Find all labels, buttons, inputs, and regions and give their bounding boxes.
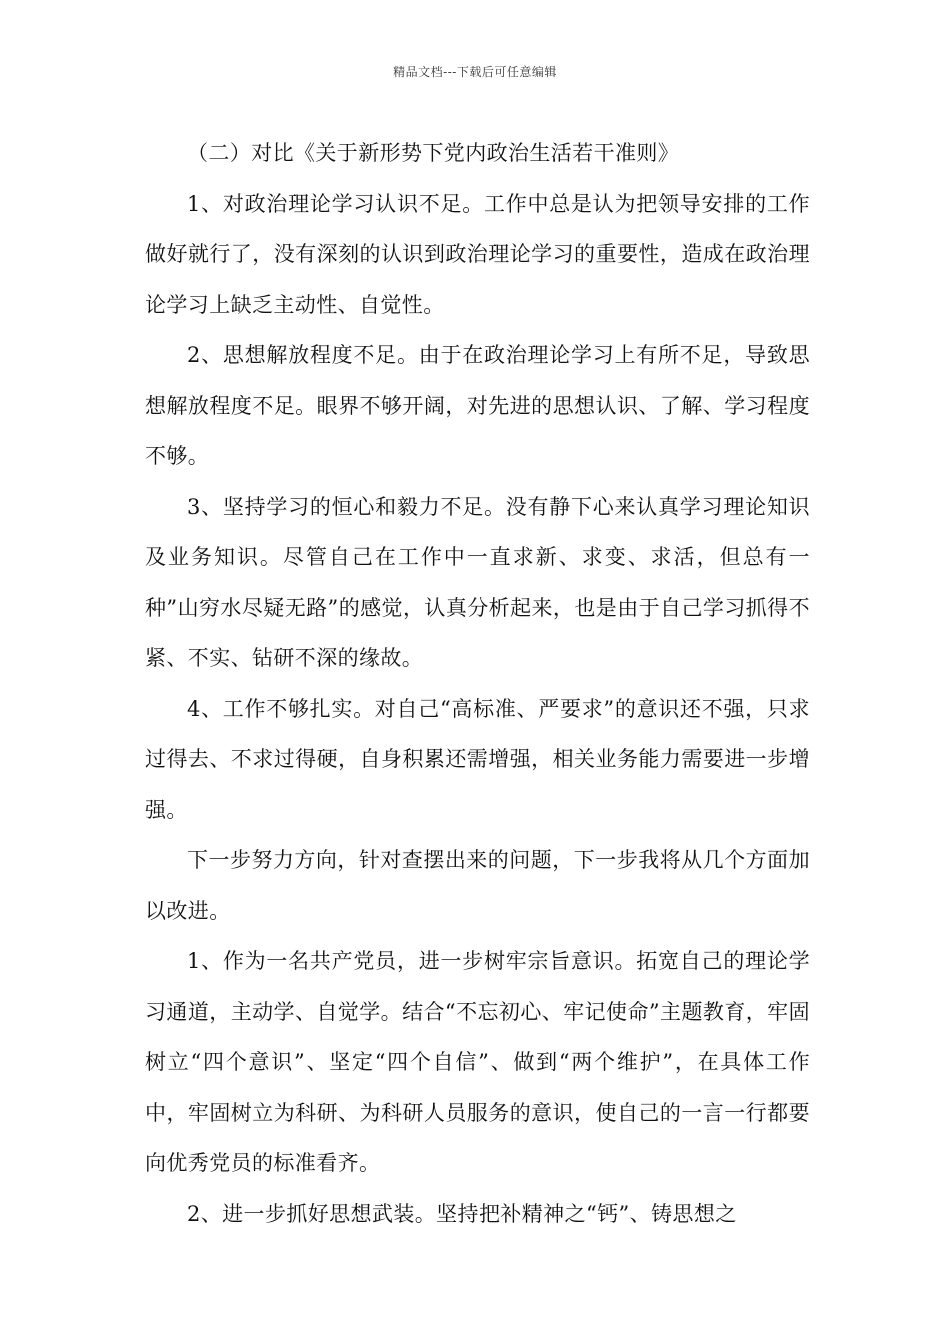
section-heading: （二）对比《关于新形势下党内政治生活若干准则》 — [187, 141, 680, 165]
paragraph-issue-2: 2、思想解放程度不足。由于在政治理论学习上有所不足，导致思想解放程度不足。眼界不够开阔，对先进的思想认识、了解、学习程度不够。 — [145, 343, 810, 468]
paragraph-issue-3: 3、坚持学习的恒心和毅力不足。没有静下心来认真学习理论知识及业务知识。尽管自己在工作中一直求新、求变、求活，但总有一种”山穷水尽疑无路”的感觉，认真分析起来，也是由于自己学习抓得不紧、不实、钻研不深的缘故。 — [145, 494, 810, 670]
page-header: 精品文档---下载后可任意编辑 — [393, 65, 557, 79]
paragraph-issue-4: 4、工作不够扎实。对自己“高标准、严要求”的意识还不强，只求过得去、不求过得硬，自身积累还需增强，相关业务能力需要进一步增强。 — [145, 696, 810, 822]
paragraph-improvement-1: 1、作为一名共产党员，进一步树牢宗旨意识。拓宽自己的理论学习通道，主动学、自觉学。结合“不忘初心、牢记使命”主题教育，牢固树立“四个意识”、坚定“四个自信”、做到“两个维护”，在具体工作中，牢固树立为科研、为科研人员服务的意识，使自己的一言一行都要向优秀党员的标准看齐。 — [145, 949, 810, 1175]
document-body — [145, 128, 810, 1239]
paragraph-next-steps-intro: 下一步努力方向，针对查摆出来的问题，下一步我将从几个方面加以改进。 — [145, 848, 810, 923]
paragraph-issue-1: 1、对政治理论学习认识不足。工作中总是认为把领导安排的工作做好就行了，没有深刻的认识到政治理论学习的重要性，造成在政治理论学习上缺乏主动性、自觉性。 — [145, 191, 810, 317]
paragraph-improvement-2: 2、进一步抓好思想武装。坚持把补精神之“钙”、铸思想之 — [187, 1201, 737, 1226]
